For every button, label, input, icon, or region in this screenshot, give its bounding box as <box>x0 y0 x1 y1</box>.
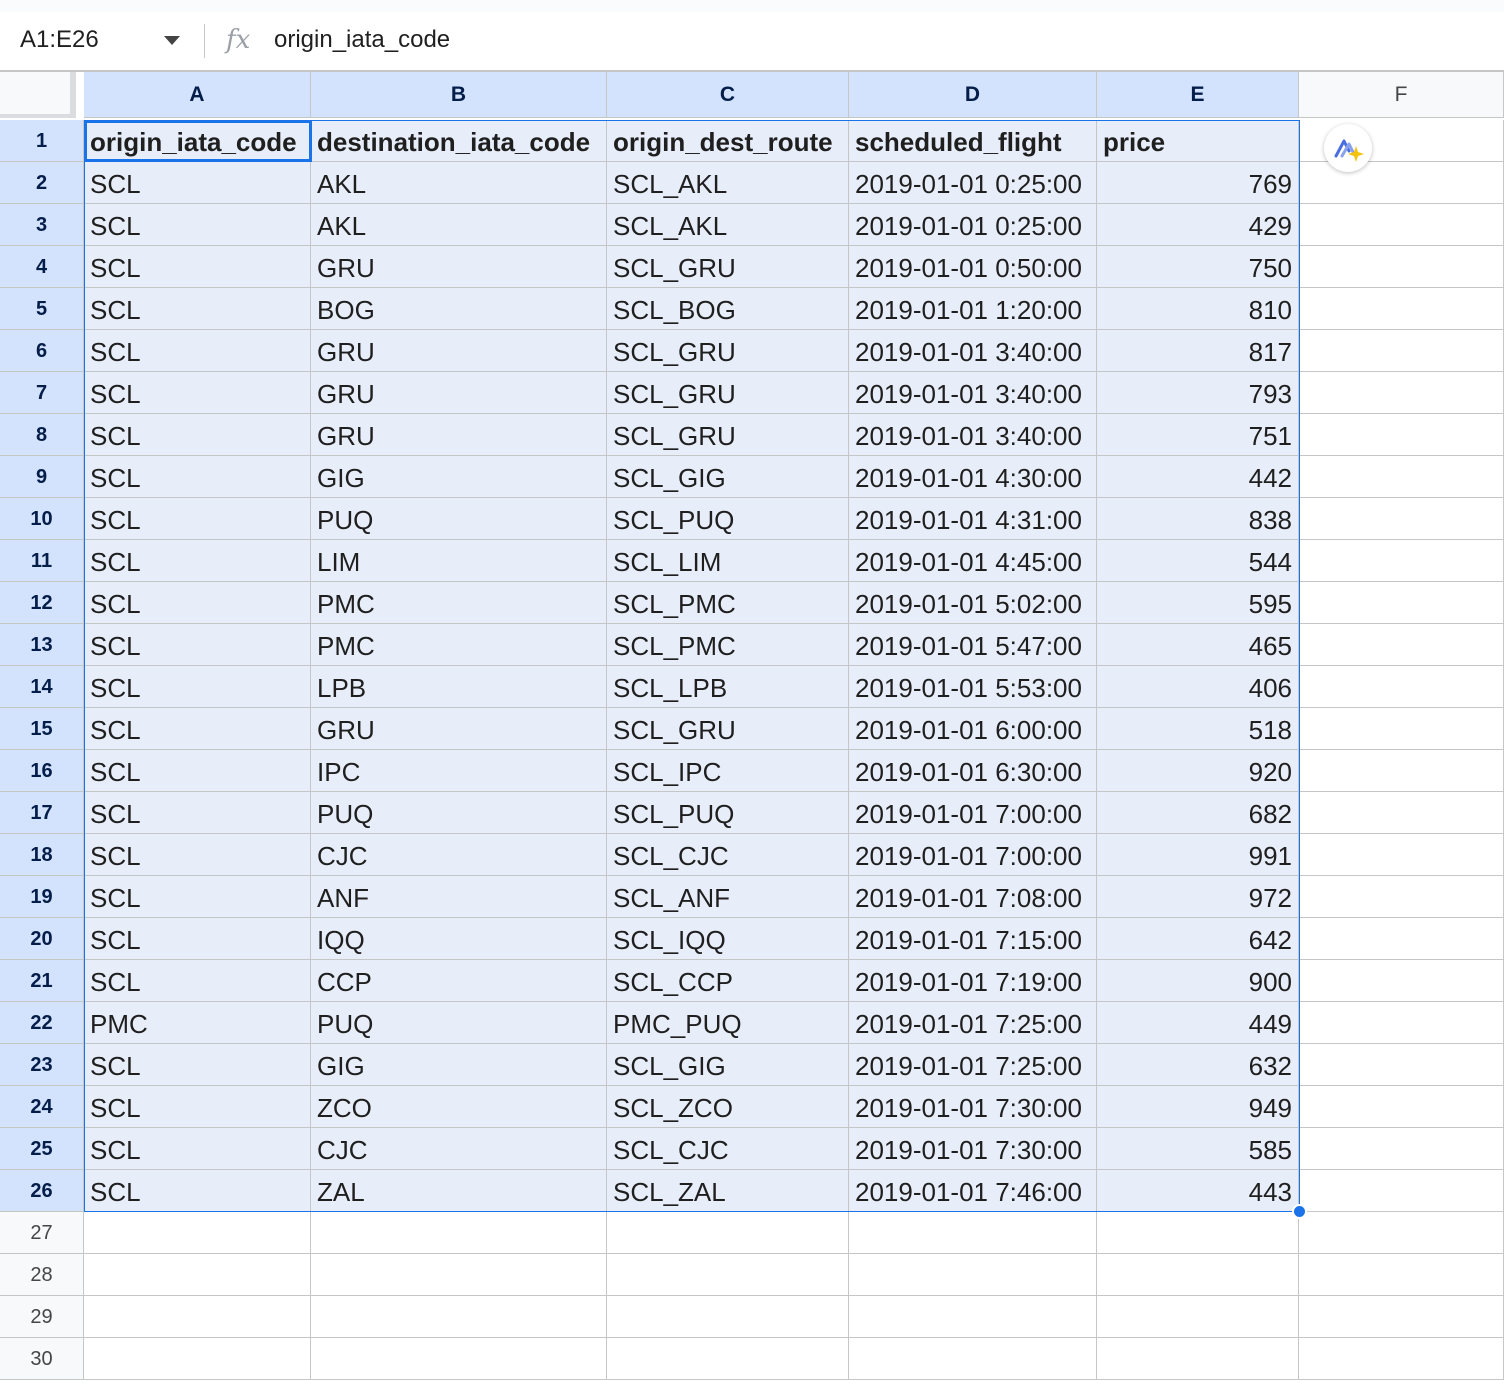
table-cell[interactable]: 793 <box>1097 372 1299 414</box>
table-cell[interactable]: IPC <box>311 750 607 792</box>
table-cell[interactable]: SCL_GRU <box>607 708 849 750</box>
table-cell[interactable] <box>84 1296 311 1338</box>
table-cell[interactable]: SCL_GIG <box>607 456 849 498</box>
table-cell[interactable]: AKL <box>311 162 607 204</box>
table-cell[interactable] <box>84 1254 311 1296</box>
table-cell[interactable]: SCL <box>84 372 311 414</box>
select-all-corner[interactable] <box>0 72 76 118</box>
table-cell[interactable]: ZAL <box>311 1170 607 1212</box>
table-cell[interactable] <box>1299 372 1504 414</box>
table-cell[interactable]: GRU <box>311 330 607 372</box>
table-cell[interactable]: SCL <box>84 876 311 918</box>
table-cell[interactable] <box>311 1254 607 1296</box>
name-box[interactable]: A1:E26 <box>20 26 99 53</box>
table-cell[interactable]: BOG <box>311 288 607 330</box>
table-cell[interactable] <box>311 1212 607 1254</box>
table-cell[interactable]: PMC <box>311 624 607 666</box>
table-cell[interactable]: SCL <box>84 792 311 834</box>
row-header-2[interactable]: 2 <box>0 162 84 204</box>
table-cell[interactable] <box>1299 666 1504 708</box>
row-header-20[interactable]: 20 <box>0 918 84 960</box>
table-cell[interactable] <box>1299 204 1504 246</box>
table-cell[interactable]: 2019-01-01 1:20:00 <box>849 288 1097 330</box>
table-cell[interactable]: 518 <box>1097 708 1299 750</box>
table-cell[interactable]: SCL <box>84 624 311 666</box>
table-cell[interactable]: SCL_ZAL <box>607 1170 849 1212</box>
table-cell[interactable]: 2019-01-01 7:08:00 <box>849 876 1097 918</box>
row-header-21[interactable]: 21 <box>0 960 84 1002</box>
table-cell[interactable]: 2019-01-01 7:25:00 <box>849 1002 1097 1044</box>
table-cell[interactable]: SCL_CJC <box>607 1128 849 1170</box>
table-cell[interactable]: 595 <box>1097 582 1299 624</box>
table-cell[interactable] <box>1299 1044 1504 1086</box>
table-cell[interactable]: SCL <box>84 582 311 624</box>
row-header-9[interactable]: 9 <box>0 456 84 498</box>
table-cell[interactable]: ZCO <box>311 1086 607 1128</box>
table-cell[interactable]: SCL_AKL <box>607 204 849 246</box>
ai-assist-button[interactable] <box>1324 124 1372 172</box>
row-header-17[interactable]: 17 <box>0 792 84 834</box>
table-cell[interactable]: 2019-01-01 0:25:00 <box>849 204 1097 246</box>
formula-bar <box>0 0 1504 70</box>
row-header-16[interactable]: 16 <box>0 750 84 792</box>
table-cell[interactable] <box>1299 834 1504 876</box>
table-cell[interactable]: SCL <box>84 540 311 582</box>
table-cell[interactable]: SCL <box>84 498 311 540</box>
table-cell[interactable] <box>1299 1002 1504 1044</box>
table-cell[interactable]: SCL_BOG <box>607 288 849 330</box>
table-cell[interactable]: 544 <box>1097 540 1299 582</box>
table-cell[interactable]: 2019-01-01 5:02:00 <box>849 582 1097 624</box>
column-header-b[interactable]: B <box>311 72 607 118</box>
table-cell[interactable]: SCL <box>84 666 311 708</box>
table-cell[interactable] <box>1299 1254 1504 1296</box>
table-cell[interactable] <box>849 1338 1097 1380</box>
row-header-18[interactable]: 18 <box>0 834 84 876</box>
table-cell[interactable]: GRU <box>311 246 607 288</box>
table-cell[interactable]: SCL <box>84 960 311 1002</box>
table-cell[interactable]: 2019-01-01 5:53:00 <box>849 666 1097 708</box>
table-cell[interactable]: 2019-01-01 3:40:00 <box>849 330 1097 372</box>
table-cell[interactable]: 449 <box>1097 1002 1299 1044</box>
table-cell[interactable] <box>1299 1296 1504 1338</box>
table-cell[interactable]: 2019-01-01 5:47:00 <box>849 624 1097 666</box>
table-cell[interactable] <box>1299 330 1504 372</box>
column-header-c[interactable]: C <box>607 72 849 118</box>
table-cell[interactable] <box>607 1212 849 1254</box>
table-cell[interactable]: 585 <box>1097 1128 1299 1170</box>
table-cell[interactable]: SCL_PUQ <box>607 498 849 540</box>
table-cell[interactable]: 900 <box>1097 960 1299 1002</box>
row-header-15[interactable]: 15 <box>0 708 84 750</box>
table-cell[interactable] <box>1299 1170 1504 1212</box>
row-header-30[interactable]: 30 <box>0 1338 84 1380</box>
table-cell[interactable] <box>849 1212 1097 1254</box>
table-cell[interactable]: SCL <box>84 288 311 330</box>
table-cell[interactable] <box>1299 1086 1504 1128</box>
table-cell[interactable] <box>849 1296 1097 1338</box>
table-cell[interactable]: GIG <box>311 456 607 498</box>
table-cell[interactable]: 2019-01-01 7:15:00 <box>849 918 1097 960</box>
table-cell[interactable]: 2019-01-01 0:50:00 <box>849 246 1097 288</box>
table-cell[interactable]: SCL <box>84 246 311 288</box>
table-cell[interactable]: 442 <box>1097 456 1299 498</box>
table-cell[interactable] <box>1299 876 1504 918</box>
formula-input[interactable]: origin_iata_code <box>274 26 451 53</box>
spreadsheet-grid[interactable] <box>0 70 1504 1384</box>
table-cell[interactable]: PUQ <box>311 792 607 834</box>
row-header-29[interactable]: 29 <box>0 1296 84 1338</box>
table-cell[interactable]: 2019-01-01 6:00:00 <box>849 708 1097 750</box>
fx-icon: fx <box>226 25 251 55</box>
table-cell[interactable]: AKL <box>311 204 607 246</box>
table-cell[interactable] <box>1299 498 1504 540</box>
row-header-23[interactable]: 23 <box>0 1044 84 1086</box>
table-cell[interactable]: 750 <box>1097 246 1299 288</box>
table-cell[interactable]: SCL_IPC <box>607 750 849 792</box>
table-cell[interactable]: PUQ <box>311 1002 607 1044</box>
table-cell[interactable] <box>1299 918 1504 960</box>
header-cell[interactable]: origin_iata_code <box>84 120 311 162</box>
row-header-14[interactable]: 14 <box>0 666 84 708</box>
table-cell[interactable]: SCL_LIM <box>607 540 849 582</box>
table-cell[interactable]: IQQ <box>311 918 607 960</box>
row-header-7[interactable]: 7 <box>0 372 84 414</box>
table-cell[interactable]: GRU <box>311 708 607 750</box>
table-cell[interactable]: SCL <box>84 162 311 204</box>
table-cell[interactable]: CCP <box>311 960 607 1002</box>
table-cell[interactable]: GRU <box>311 372 607 414</box>
table-cell[interactable]: SCL <box>84 1170 311 1212</box>
table-cell[interactable]: 920 <box>1097 750 1299 792</box>
row-header-19[interactable]: 19 <box>0 876 84 918</box>
table-cell[interactable]: CJC <box>311 1128 607 1170</box>
table-cell[interactable]: 2019-01-01 4:30:00 <box>849 456 1097 498</box>
table-cell[interactable]: 838 <box>1097 498 1299 540</box>
row-header-5[interactable]: 5 <box>0 288 84 330</box>
row-header-12[interactable]: 12 <box>0 582 84 624</box>
table-cell[interactable]: SCL_GRU <box>607 372 849 414</box>
table-cell[interactable]: SCL <box>84 456 311 498</box>
table-cell[interactable]: 2019-01-01 4:31:00 <box>849 498 1097 540</box>
table-cell[interactable]: 2019-01-01 7:46:00 <box>849 1170 1097 1212</box>
column-header-a[interactable]: A <box>84 72 311 118</box>
table-cell[interactable]: SCL <box>84 1086 311 1128</box>
row-header-4[interactable]: 4 <box>0 246 84 288</box>
column-header-d[interactable]: D <box>849 72 1097 118</box>
table-cell[interactable]: 949 <box>1097 1086 1299 1128</box>
table-cell[interactable]: LPB <box>311 666 607 708</box>
table-cell[interactable]: 2019-01-01 7:00:00 <box>849 792 1097 834</box>
table-cell[interactable]: 972 <box>1097 876 1299 918</box>
table-cell[interactable]: SCL_LPB <box>607 666 849 708</box>
table-cell[interactable]: SCL <box>84 708 311 750</box>
fill-handle[interactable] <box>1292 1204 1307 1219</box>
table-cell[interactable]: PMC_PUQ <box>607 1002 849 1044</box>
table-cell[interactable] <box>84 1338 311 1380</box>
table-cell[interactable] <box>1299 792 1504 834</box>
table-cell[interactable]: SCL <box>84 834 311 876</box>
row-header-8[interactable]: 8 <box>0 414 84 456</box>
table-cell[interactable]: 2019-01-01 7:19:00 <box>849 960 1097 1002</box>
table-cell[interactable]: SCL <box>84 330 311 372</box>
table-cell[interactable]: SCL_GRU <box>607 246 849 288</box>
table-cell[interactable]: SCL <box>84 204 311 246</box>
table-cell[interactable]: PMC <box>84 1002 311 1044</box>
row-header-27[interactable]: 27 <box>0 1212 84 1254</box>
table-cell[interactable] <box>1097 1212 1299 1254</box>
table-cell[interactable]: SCL <box>84 1044 311 1086</box>
table-cell[interactable]: 2019-01-01 7:30:00 <box>849 1128 1097 1170</box>
table-cell[interactable] <box>1299 582 1504 624</box>
row-header-3[interactable]: 3 <box>0 204 84 246</box>
column-header-f[interactable]: F <box>1299 72 1504 118</box>
table-cell[interactable]: 769 <box>1097 162 1299 204</box>
table-cell[interactable]: GIG <box>311 1044 607 1086</box>
table-cell[interactable]: SCL_CCP <box>607 960 849 1002</box>
header-cell[interactable]: origin_dest_route <box>607 120 849 162</box>
table-cell[interactable]: LIM <box>311 540 607 582</box>
table-cell[interactable]: SCL_GIG <box>607 1044 849 1086</box>
table-cell[interactable]: 2019-01-01 7:25:00 <box>849 1044 1097 1086</box>
sparkle-icon <box>1324 124 1372 172</box>
table-cell[interactable] <box>311 1296 607 1338</box>
table-cell[interactable]: 991 <box>1097 834 1299 876</box>
table-cell[interactable]: 406 <box>1097 666 1299 708</box>
table-cell[interactable] <box>1299 1128 1504 1170</box>
table-cell[interactable]: PUQ <box>311 498 607 540</box>
table-cell[interactable]: 682 <box>1097 792 1299 834</box>
table-cell[interactable]: 817 <box>1097 330 1299 372</box>
row-header-28[interactable]: 28 <box>0 1254 84 1296</box>
table-cell[interactable] <box>607 1296 849 1338</box>
table-cell[interactable]: SCL_GRU <box>607 330 849 372</box>
row-header-25[interactable]: 25 <box>0 1128 84 1170</box>
formula-bar-divider <box>204 24 205 58</box>
table-cell[interactable]: 642 <box>1097 918 1299 960</box>
table-cell[interactable]: 429 <box>1097 204 1299 246</box>
table-cell[interactable]: SCL_ZCO <box>607 1086 849 1128</box>
table-cell[interactable]: 2019-01-01 7:30:00 <box>849 1086 1097 1128</box>
table-cell[interactable]: 810 <box>1097 288 1299 330</box>
table-cell[interactable]: 2019-01-01 7:00:00 <box>849 834 1097 876</box>
table-cell[interactable]: SCL_AKL <box>607 162 849 204</box>
row-header-13[interactable]: 13 <box>0 624 84 666</box>
table-cell[interactable] <box>1299 246 1504 288</box>
row-header-26[interactable]: 26 <box>0 1170 84 1212</box>
header-cell[interactable]: price <box>1097 120 1299 162</box>
table-cell[interactable]: SCL <box>84 414 311 456</box>
table-cell[interactable]: PMC <box>311 582 607 624</box>
table-cell[interactable] <box>607 1338 849 1380</box>
table-cell[interactable]: 751 <box>1097 414 1299 456</box>
row-header-1[interactable]: 1 <box>0 120 84 162</box>
table-cell[interactable] <box>1299 540 1504 582</box>
table-cell[interactable] <box>1299 414 1504 456</box>
row-header-24[interactable]: 24 <box>0 1086 84 1128</box>
table-cell[interactable]: SCL_ANF <box>607 876 849 918</box>
table-cell[interactable]: CJC <box>311 834 607 876</box>
table-cell[interactable] <box>1097 1254 1299 1296</box>
table-cell[interactable] <box>1097 1338 1299 1380</box>
table-cell[interactable] <box>607 1254 849 1296</box>
table-cell[interactable]: 2019-01-01 4:45:00 <box>849 540 1097 582</box>
table-cell[interactable] <box>1299 624 1504 666</box>
table-cell[interactable] <box>1299 960 1504 1002</box>
table-cell[interactable]: 632 <box>1097 1044 1299 1086</box>
table-cell[interactable] <box>1299 456 1504 498</box>
table-cell[interactable] <box>84 1212 311 1254</box>
table-cell[interactable] <box>1299 750 1504 792</box>
toolbar-edge <box>0 0 1504 12</box>
table-cell[interactable]: SCL_GRU <box>607 414 849 456</box>
table-cell[interactable]: 443 <box>1097 1170 1299 1212</box>
table-cell[interactable]: 2019-01-01 0:25:00 <box>849 162 1097 204</box>
table-cell[interactable]: SCL <box>84 918 311 960</box>
table-cell[interactable]: 2019-01-01 3:40:00 <box>849 414 1097 456</box>
row-header-22[interactable]: 22 <box>0 1002 84 1044</box>
header-cell[interactable]: scheduled_flight <box>849 120 1097 162</box>
table-cell[interactable]: SCL_IQQ <box>607 918 849 960</box>
table-cell[interactable] <box>1299 288 1504 330</box>
table-cell[interactable]: GRU <box>311 414 607 456</box>
table-cell[interactable]: SCL_CJC <box>607 834 849 876</box>
table-cell[interactable]: SCL_PMC <box>607 624 849 666</box>
row-header-6[interactable]: 6 <box>0 330 84 372</box>
table-cell[interactable]: 465 <box>1097 624 1299 666</box>
table-cell[interactable]: SCL <box>84 1128 311 1170</box>
table-cell[interactable] <box>849 1254 1097 1296</box>
name-box-dropdown-icon[interactable] <box>164 36 180 45</box>
table-cell[interactable] <box>1299 708 1504 750</box>
table-cell[interactable] <box>1097 1296 1299 1338</box>
table-cell[interactable] <box>311 1338 607 1380</box>
row-header-11[interactable]: 11 <box>0 540 84 582</box>
table-cell[interactable]: SCL <box>84 750 311 792</box>
header-cell[interactable]: destination_iata_code <box>311 120 607 162</box>
row-header-10[interactable]: 10 <box>0 498 84 540</box>
table-cell[interactable]: 2019-01-01 3:40:00 <box>849 372 1097 414</box>
table-cell[interactable]: SCL_PUQ <box>607 792 849 834</box>
column-header-e[interactable]: E <box>1097 72 1299 118</box>
table-cell[interactable]: 2019-01-01 6:30:00 <box>849 750 1097 792</box>
table-cell[interactable] <box>1299 1212 1504 1254</box>
table-cell[interactable] <box>1299 1338 1504 1380</box>
table-cell[interactable]: SCL_PMC <box>607 582 849 624</box>
table-cell[interactable]: ANF <box>311 876 607 918</box>
